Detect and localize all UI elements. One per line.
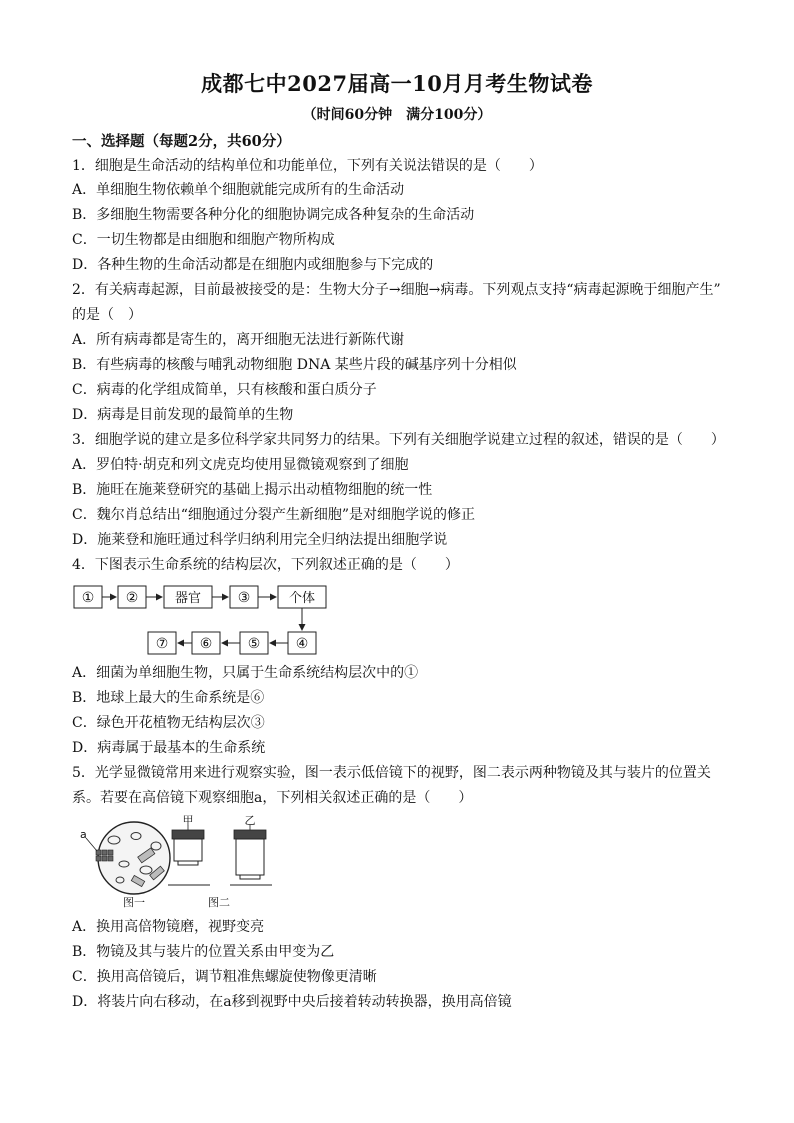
question-4-stem: 4．下图表示生命系统的结构层次，下列叙述正确的是（ ） [72,557,459,573]
svg-text:甲: 甲 [182,814,194,827]
question-1-stem: 1．细胞是生命活动的结构单位和功能单位，下列有关说法错误的是（ ） [72,158,543,174]
question-2-option-d: D．病毒是目前发现的最简单的生物 [72,407,294,423]
figure-one-caption: 图一 [123,896,145,909]
question-5-stem-cont: 系。若要在高倍镜下观察细胞a，下列相关叙述正确的是（ ） [72,790,473,806]
hierarchy-box-7 [148,632,176,654]
svg-text:个体: 个体 [288,591,316,606]
question-2-option-a: A．所有病毒都是寄生的，离开细胞无法进行新陈代谢 [72,332,405,348]
svg-text:①: ① [81,590,95,606]
question-3-option-a: A．罗伯特·胡克和列文虎克均使用显微镜观察到了细胞 [72,457,409,473]
hierarchy-box-2 [118,586,146,608]
question-5-option-a: A．换用高倍物镜磨，视野变亮 [72,919,265,935]
question-4-option-a: A．细菌为单细胞生物，只属于生命系统结构层次中的① [72,665,419,681]
svg-text:③: ③ [237,590,251,606]
question-3-option-b: B．施旺在施莱登研究的基础上揭示出动植物细胞的统一性 [72,482,433,498]
question-4-option-c: C．绿色开花植物无结构层次③ [72,715,265,731]
hierarchy-box-1 [74,586,102,608]
hierarchy-box-5 [240,632,268,654]
question-3-option-d: D．施莱登和施旺通过科学归纳利用完全归纳法提出细胞学说 [72,532,448,548]
hierarchy-box-4 [288,632,316,654]
question-2-stem: 2．有关病毒起源，目前最被接受的是：生物大分子→细胞→病毒。下列观点支持“病毒起源晚于细胞产生” [72,282,721,298]
question-2-stem-cont: 的是（ ） [72,307,142,323]
question-3-option-c: C．魏尔肖总结出“细胞通过分裂产生新细胞”是对细胞学说的修正 [72,507,476,523]
page-title: 成都七中2027届高一10月月考生物试卷 [201,71,593,96]
question-2-option-c: C．病毒的化学组成简单，只有核酸和蛋白质分子 [72,382,377,398]
question-5-option-d: D．将装片向右移动，在a移到视野中央后接着转动转换器，换用高倍镜 [72,994,512,1010]
microscope-figure [76,812,286,912]
svg-text:乙: 乙 [244,814,256,827]
question-1-option-c: C．一切生物都是由细胞和细胞产物所构成 [72,232,335,248]
hierarchy-box-organ [164,586,212,608]
svg-text:②: ② [125,590,139,606]
question-4-option-d: D．病毒属于最基本的生命系统 [72,740,266,756]
hierarchy-box-3 [230,586,258,608]
question-1-option-b: B．多细胞生物需要各种分化的细胞协调完成各种复杂的生命活动 [72,207,475,223]
question-1-option-a: A．单细胞生物依赖单个细胞就能完成所有的生命活动 [72,182,405,198]
question-1-option-d: D．各种生物的生命活动都是在细胞内或细胞参与下完成的 [72,257,434,273]
objective-jia [168,814,210,885]
svg-text:⑤: ⑤ [247,636,261,652]
svg-text:⑥: ⑥ [199,636,213,652]
life-system-hierarchy-diagram [70,580,370,662]
question-5-stem: 5．光学显微镜常用来进行观察实验，图一表示低倍镜下的视野，图二表示两种物镜及其与装片的位置关 [72,765,711,781]
svg-text:④: ④ [295,636,309,652]
question-2-option-b: B．有些病毒的核酸与哺乳动物细胞 DNA 某些片段的碱基序列十分相似 [72,357,517,373]
page-subtitle: （时间60分钟 满分100分） [302,107,492,123]
question-5-option-b: B．物镜及其与装片的位置关系由甲变为乙 [72,944,335,960]
question-4-option-b: B．地球上最大的生命系统是⑥ [72,690,265,706]
question-5-option-c: C．换用高倍镜后，调节粗准焦螺旋使物像更清晰 [72,969,377,985]
figure-two-caption: 图二 [208,896,230,909]
hierarchy-box-individual [278,586,326,608]
cell-a-label: a [80,828,87,841]
objective-yi [230,814,272,885]
hierarchy-box-6 [192,632,220,654]
question-3-stem: 3．细胞学说的建立是多位科学家共同努力的结果。下列有关细胞学说建立过程的叙述，错误的是（ ） [72,432,725,448]
svg-text:⑦: ⑦ [155,636,169,652]
section-heading: 一、选择题（每题2分，共60分） [72,133,291,150]
field-of-view-figure [80,822,170,894]
svg-text:器官: 器官 [174,591,202,606]
